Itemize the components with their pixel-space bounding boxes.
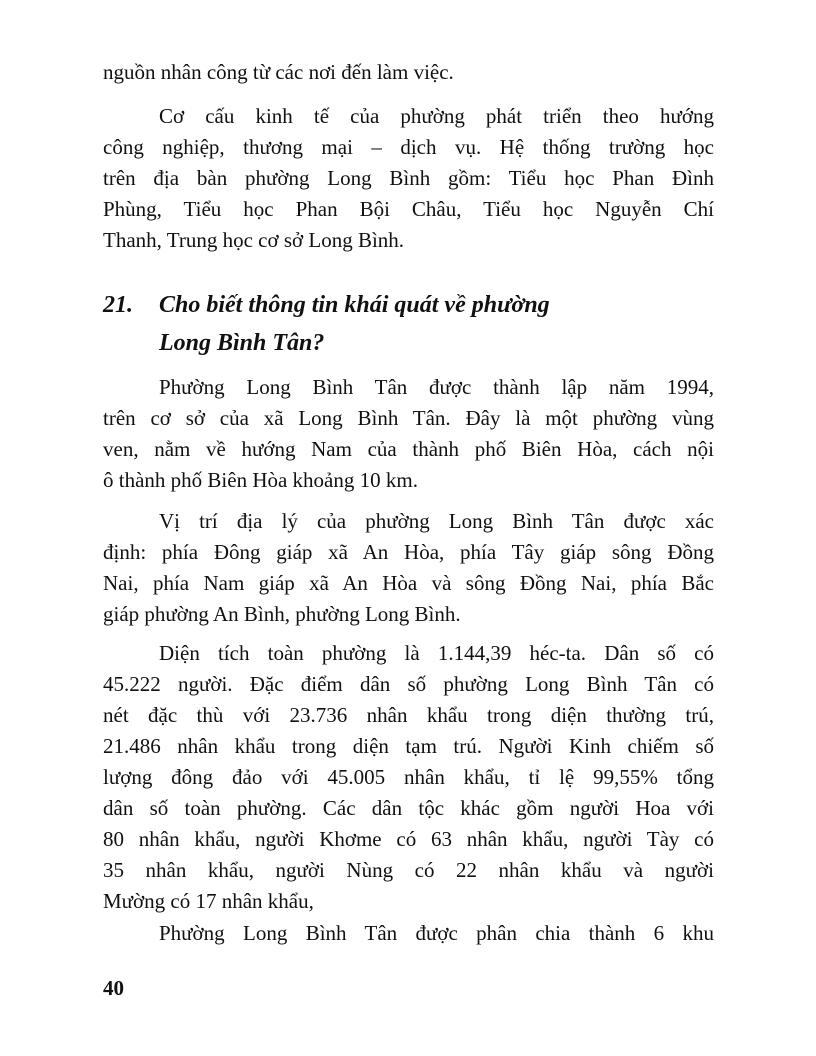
text-line: Cơ cấu kinh tế của phường phát triển theo hướng [159,104,714,128]
text-line: Phường Long Bình Tân được thành lập năm 1994, [159,375,714,399]
text-line: công nghiệp, thương mại – dịch vụ. Hệ thống trường học [103,135,714,159]
text-line: giáp phường An Bình, phường Long Bình. [103,602,461,626]
text-line: 21.486 nhân khẩu trong diện tạm trú. Người Kinh chiếm số [103,734,714,758]
text-line: nét đặc thù với 23.736 nhân khẩu trong diện thường trú, [103,703,714,727]
text-line: 80 nhân khẩu, người Khơme có 63 nhân khẩu, người Tày có [103,827,714,851]
page-number: 40 [103,976,124,1000]
text-line: dân số toàn phường. Các dân tộc khác gồm người Hoa với [103,796,714,820]
text-line: Vị trí địa lý của phường Long Bình Tân được xác [159,509,714,533]
text-line: 35 nhân khẩu, người Nùng có 22 nhân khẩu và người [103,858,714,882]
paragraph-population [103,638,714,917]
text-line: Nai, phía Nam giáp xã An Hòa và sông Đồng Nai, phía Bắc [103,571,714,595]
text-line: định: phía Đông giáp xã An Hòa, phía Tây giáp sông Đồng [103,540,714,564]
paragraph-founding [103,372,714,496]
heading-line: Cho biết thông tin khái quát về phường [159,292,550,318]
text-line: ô thành phố Biên Hòa khoảng 10 km. [103,468,418,492]
heading-line: Long Bình Tân? [159,330,325,356]
heading-number: 21. [103,292,133,318]
text-line: nguồn nhân công từ các nơi đến làm việc. [103,60,454,84]
text-line: Phường Long Bình Tân được phân chia thành 6 khu [159,921,714,945]
text-line: 45.222 người. Đặc điểm dân số phường Long Bình Tân có [103,672,714,696]
text-line: trên cơ sở của xã Long Bình Tân. Đây là một phường vùng [103,406,714,430]
paragraph-continuation [103,57,714,88]
paragraph-divisions [103,918,714,949]
section-heading [103,286,714,362]
paragraph-economy [103,101,714,256]
paragraph-location [103,506,714,630]
text-line: lượng đông đảo với 45.005 nhân khẩu, tỉ lệ 99,55% tổng [103,765,714,789]
text-line: Diện tích toàn phường là 1.144,39 héc-ta. Dân số có [159,641,714,665]
text-line: Mường có 17 nhân khẩu, [103,889,314,913]
text-line: Thanh, Trung học cơ sở Long Bình. [103,228,405,252]
text-line: Phùng, Tiểu học Phan Bội Châu, Tiểu học Nguyễn Chí [103,197,714,221]
text-line: trên địa bàn phường Long Bình gồm: Tiểu học Phan Đình [103,166,714,190]
text-line: ven, nằm về hướng Nam của thành phố Biên Hòa, cách nội [103,437,714,461]
